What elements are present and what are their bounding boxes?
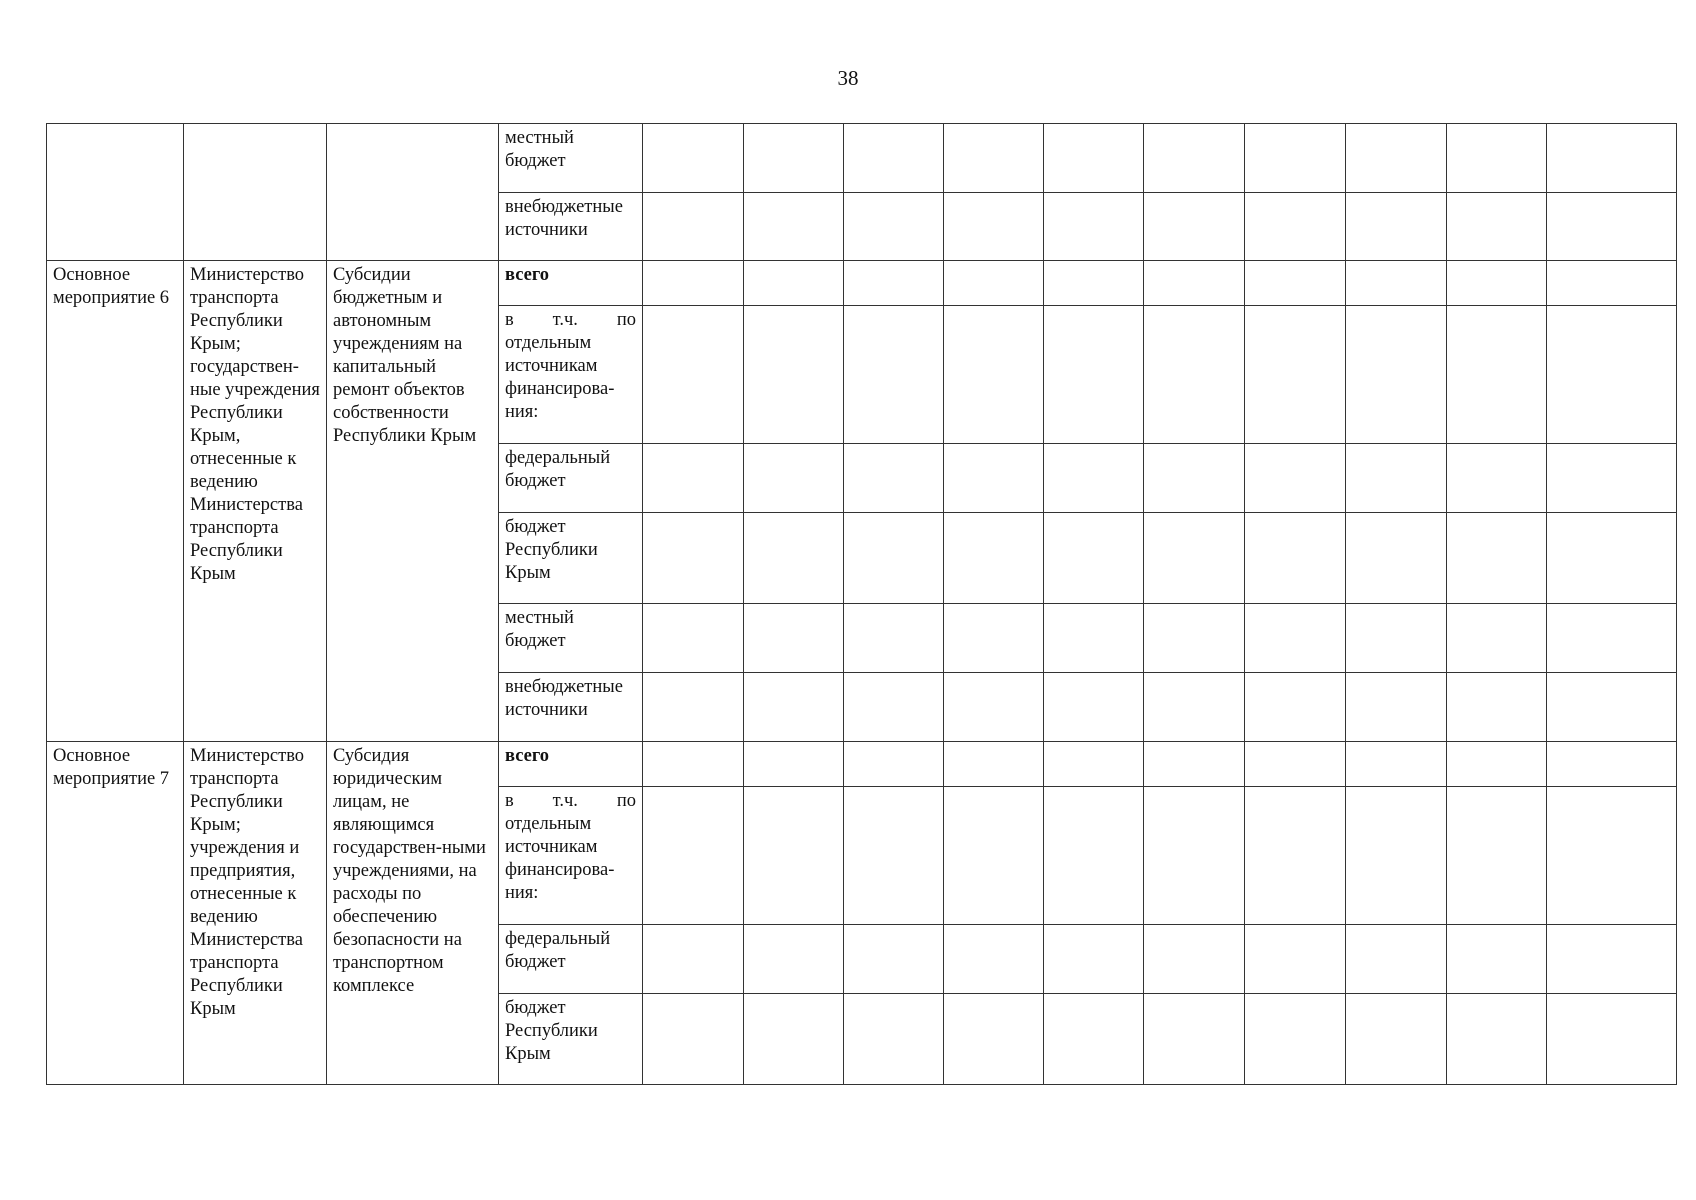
- value-cell: [944, 306, 1044, 444]
- value-cell: [1447, 673, 1547, 742]
- value-cell: [1044, 787, 1144, 925]
- value-cell: [744, 787, 844, 925]
- value-cell: [1044, 604, 1144, 673]
- value-cell: [643, 193, 744, 261]
- value-cell: [1346, 787, 1447, 925]
- value-cell: [1044, 193, 1144, 261]
- value-cell: [1245, 306, 1346, 444]
- source-cell-total: всего: [499, 261, 643, 306]
- source-cell: федеральный бюджет: [499, 925, 643, 994]
- value-cell: [1447, 261, 1547, 306]
- value-cell: [944, 444, 1044, 513]
- value-cell: [643, 742, 744, 787]
- value-cell: [1245, 444, 1346, 513]
- value-cell: [1245, 261, 1346, 306]
- value-cell: [1144, 673, 1245, 742]
- value-cell: [944, 124, 1044, 193]
- value-cell: [1346, 604, 1447, 673]
- value-cell: [1447, 787, 1547, 925]
- value-cell: [1144, 444, 1245, 513]
- activity-name-cell: Основное мероприятие 6: [47, 261, 184, 742]
- value-cell: [1245, 513, 1346, 604]
- financing-table: [46, 123, 1677, 1085]
- source-cell-total: всего: [499, 742, 643, 787]
- value-cell: [944, 925, 1044, 994]
- value-cell: [1346, 306, 1447, 444]
- table-row: [47, 261, 1677, 306]
- value-cell: [1144, 925, 1245, 994]
- source-cell-breakdown: [499, 306, 643, 444]
- breakdown-word: в: [505, 310, 514, 330]
- value-cell: [1547, 444, 1677, 513]
- value-cell: [1447, 124, 1547, 193]
- value-cell: [844, 261, 944, 306]
- value-cell: [1346, 193, 1447, 261]
- value-cell: [1346, 994, 1447, 1085]
- value-cell: [744, 513, 844, 604]
- description-cell: Субсидия юридическим лицам, не являющимся государствен-ными учреждениями, на расходы по обеспечению безопасности на транспортном комплексе: [327, 742, 499, 1085]
- value-cell: [1346, 513, 1447, 604]
- value-cell: [1447, 742, 1547, 787]
- source-cell: местный бюджет: [499, 604, 643, 673]
- table-row: [47, 742, 1677, 787]
- value-cell: [1044, 124, 1144, 193]
- value-cell: [844, 513, 944, 604]
- value-cell: [944, 742, 1044, 787]
- value-cell: [643, 306, 744, 444]
- value-cell: [1245, 124, 1346, 193]
- value-cell: [643, 444, 744, 513]
- value-cell: [744, 193, 844, 261]
- value-cell: [1547, 193, 1677, 261]
- value-cell: [643, 513, 744, 604]
- value-cell: [744, 673, 844, 742]
- value-cell: [744, 994, 844, 1085]
- value-cell: [1144, 124, 1245, 193]
- value-cell: [1044, 261, 1144, 306]
- value-cell: [844, 306, 944, 444]
- value-cell: [744, 925, 844, 994]
- value-cell: [1245, 604, 1346, 673]
- value-cell: [1144, 306, 1245, 444]
- value-cell: [1447, 604, 1547, 673]
- value-cell: [643, 604, 744, 673]
- value-cell: [1547, 673, 1677, 742]
- value-cell: [1044, 742, 1144, 787]
- breakdown-word: в: [505, 791, 514, 811]
- value-cell: [1245, 193, 1346, 261]
- value-cell: [1547, 513, 1677, 604]
- value-cell: [844, 193, 944, 261]
- activity-name-cell: Основное мероприятие 7: [47, 742, 184, 1085]
- value-cell: [1144, 742, 1245, 787]
- source-cell: внебюджетные источники: [499, 673, 643, 742]
- value-cell: [1547, 994, 1677, 1085]
- breakdown-word: по: [616, 310, 636, 330]
- value-cell: [1346, 925, 1447, 994]
- value-cell: [1547, 787, 1677, 925]
- value-cell: [1547, 261, 1677, 306]
- value-cell: [643, 124, 744, 193]
- value-cell: [844, 787, 944, 925]
- value-cell: [643, 925, 744, 994]
- value-cell: [1447, 925, 1547, 994]
- value-cell: [944, 193, 1044, 261]
- value-cell: [844, 994, 944, 1085]
- breakdown-word: т.ч.: [552, 791, 578, 811]
- value-cell: [1447, 306, 1547, 444]
- source-cell: федеральный бюджет: [499, 444, 643, 513]
- source-cell-breakdown: [499, 787, 643, 925]
- value-cell: [1547, 306, 1677, 444]
- breakdown-head: [505, 309, 636, 332]
- source-cell: бюджет Республики Крым: [499, 513, 643, 604]
- value-cell: [1144, 994, 1245, 1085]
- value-cell: [1447, 193, 1547, 261]
- value-cell: [944, 787, 1044, 925]
- value-cell: [944, 513, 1044, 604]
- breakdown-tail: отдельным источникам финансирова-ния:: [505, 814, 615, 903]
- description-cell: Субсидии бюджетным и автономным учреждениям на капитальный ремонт объектов собственности Республики Крым: [327, 261, 499, 742]
- value-cell: [944, 994, 1044, 1085]
- activity-name-cell: [47, 124, 184, 261]
- value-cell: [1044, 994, 1144, 1085]
- value-cell: [1044, 513, 1144, 604]
- value-cell: [1144, 787, 1245, 925]
- value-cell: [1547, 925, 1677, 994]
- breakdown-word: т.ч.: [552, 310, 578, 330]
- source-cell: местный бюджет: [499, 124, 643, 193]
- value-cell: [1245, 742, 1346, 787]
- value-cell: [643, 787, 744, 925]
- value-cell: [844, 742, 944, 787]
- executor-cell: Министерство транспорта Республики Крым; учреждения и предприятия, отнесенные к ведению Министерства транспорта Республики Крым: [184, 742, 327, 1085]
- value-cell: [1447, 444, 1547, 513]
- value-cell: [1346, 673, 1447, 742]
- value-cell: [844, 673, 944, 742]
- value-cell: [944, 673, 1044, 742]
- breakdown-tail: отдельным источникам финансирова-ния:: [505, 333, 615, 422]
- value-cell: [1245, 925, 1346, 994]
- value-cell: [744, 124, 844, 193]
- value-cell: [1447, 513, 1547, 604]
- value-cell: [844, 604, 944, 673]
- executor-cell: Министерство транспорта Республики Крым; государствен-ные учреждения Республики Крым, отнесенные к ведению Министерства транспорта Республики Крым: [184, 261, 327, 742]
- executor-cell: [184, 124, 327, 261]
- description-cell: [327, 124, 499, 261]
- value-cell: [1044, 306, 1144, 444]
- value-cell: [1144, 604, 1245, 673]
- value-cell: [1144, 261, 1245, 306]
- value-cell: [944, 261, 1044, 306]
- breakdown-head: [505, 790, 636, 813]
- value-cell: [1245, 673, 1346, 742]
- value-cell: [1044, 444, 1144, 513]
- value-cell: [1346, 742, 1447, 787]
- value-cell: [744, 261, 844, 306]
- value-cell: [1547, 742, 1677, 787]
- value-cell: [643, 261, 744, 306]
- value-cell: [1547, 124, 1677, 193]
- value-cell: [1346, 261, 1447, 306]
- value-cell: [1346, 124, 1447, 193]
- value-cell: [744, 306, 844, 444]
- value-cell: [1547, 604, 1677, 673]
- breakdown-word: по: [616, 791, 636, 811]
- value-cell: [1245, 787, 1346, 925]
- value-cell: [1346, 444, 1447, 513]
- source-cell: бюджет Республики Крым: [499, 994, 643, 1085]
- value-cell: [744, 604, 844, 673]
- value-cell: [1144, 193, 1245, 261]
- value-cell: [844, 124, 944, 193]
- table-row: [47, 124, 1677, 193]
- value-cell: [1144, 513, 1245, 604]
- source-cell: внебюджетные источники: [499, 193, 643, 261]
- value-cell: [1245, 994, 1346, 1085]
- value-cell: [744, 742, 844, 787]
- value-cell: [643, 673, 744, 742]
- page-number: 38: [837, 66, 859, 90]
- value-cell: [643, 994, 744, 1085]
- value-cell: [1044, 673, 1144, 742]
- value-cell: [944, 604, 1044, 673]
- value-cell: [744, 444, 844, 513]
- value-cell: [844, 444, 944, 513]
- value-cell: [1044, 925, 1144, 994]
- value-cell: [844, 925, 944, 994]
- value-cell: [1447, 994, 1547, 1085]
